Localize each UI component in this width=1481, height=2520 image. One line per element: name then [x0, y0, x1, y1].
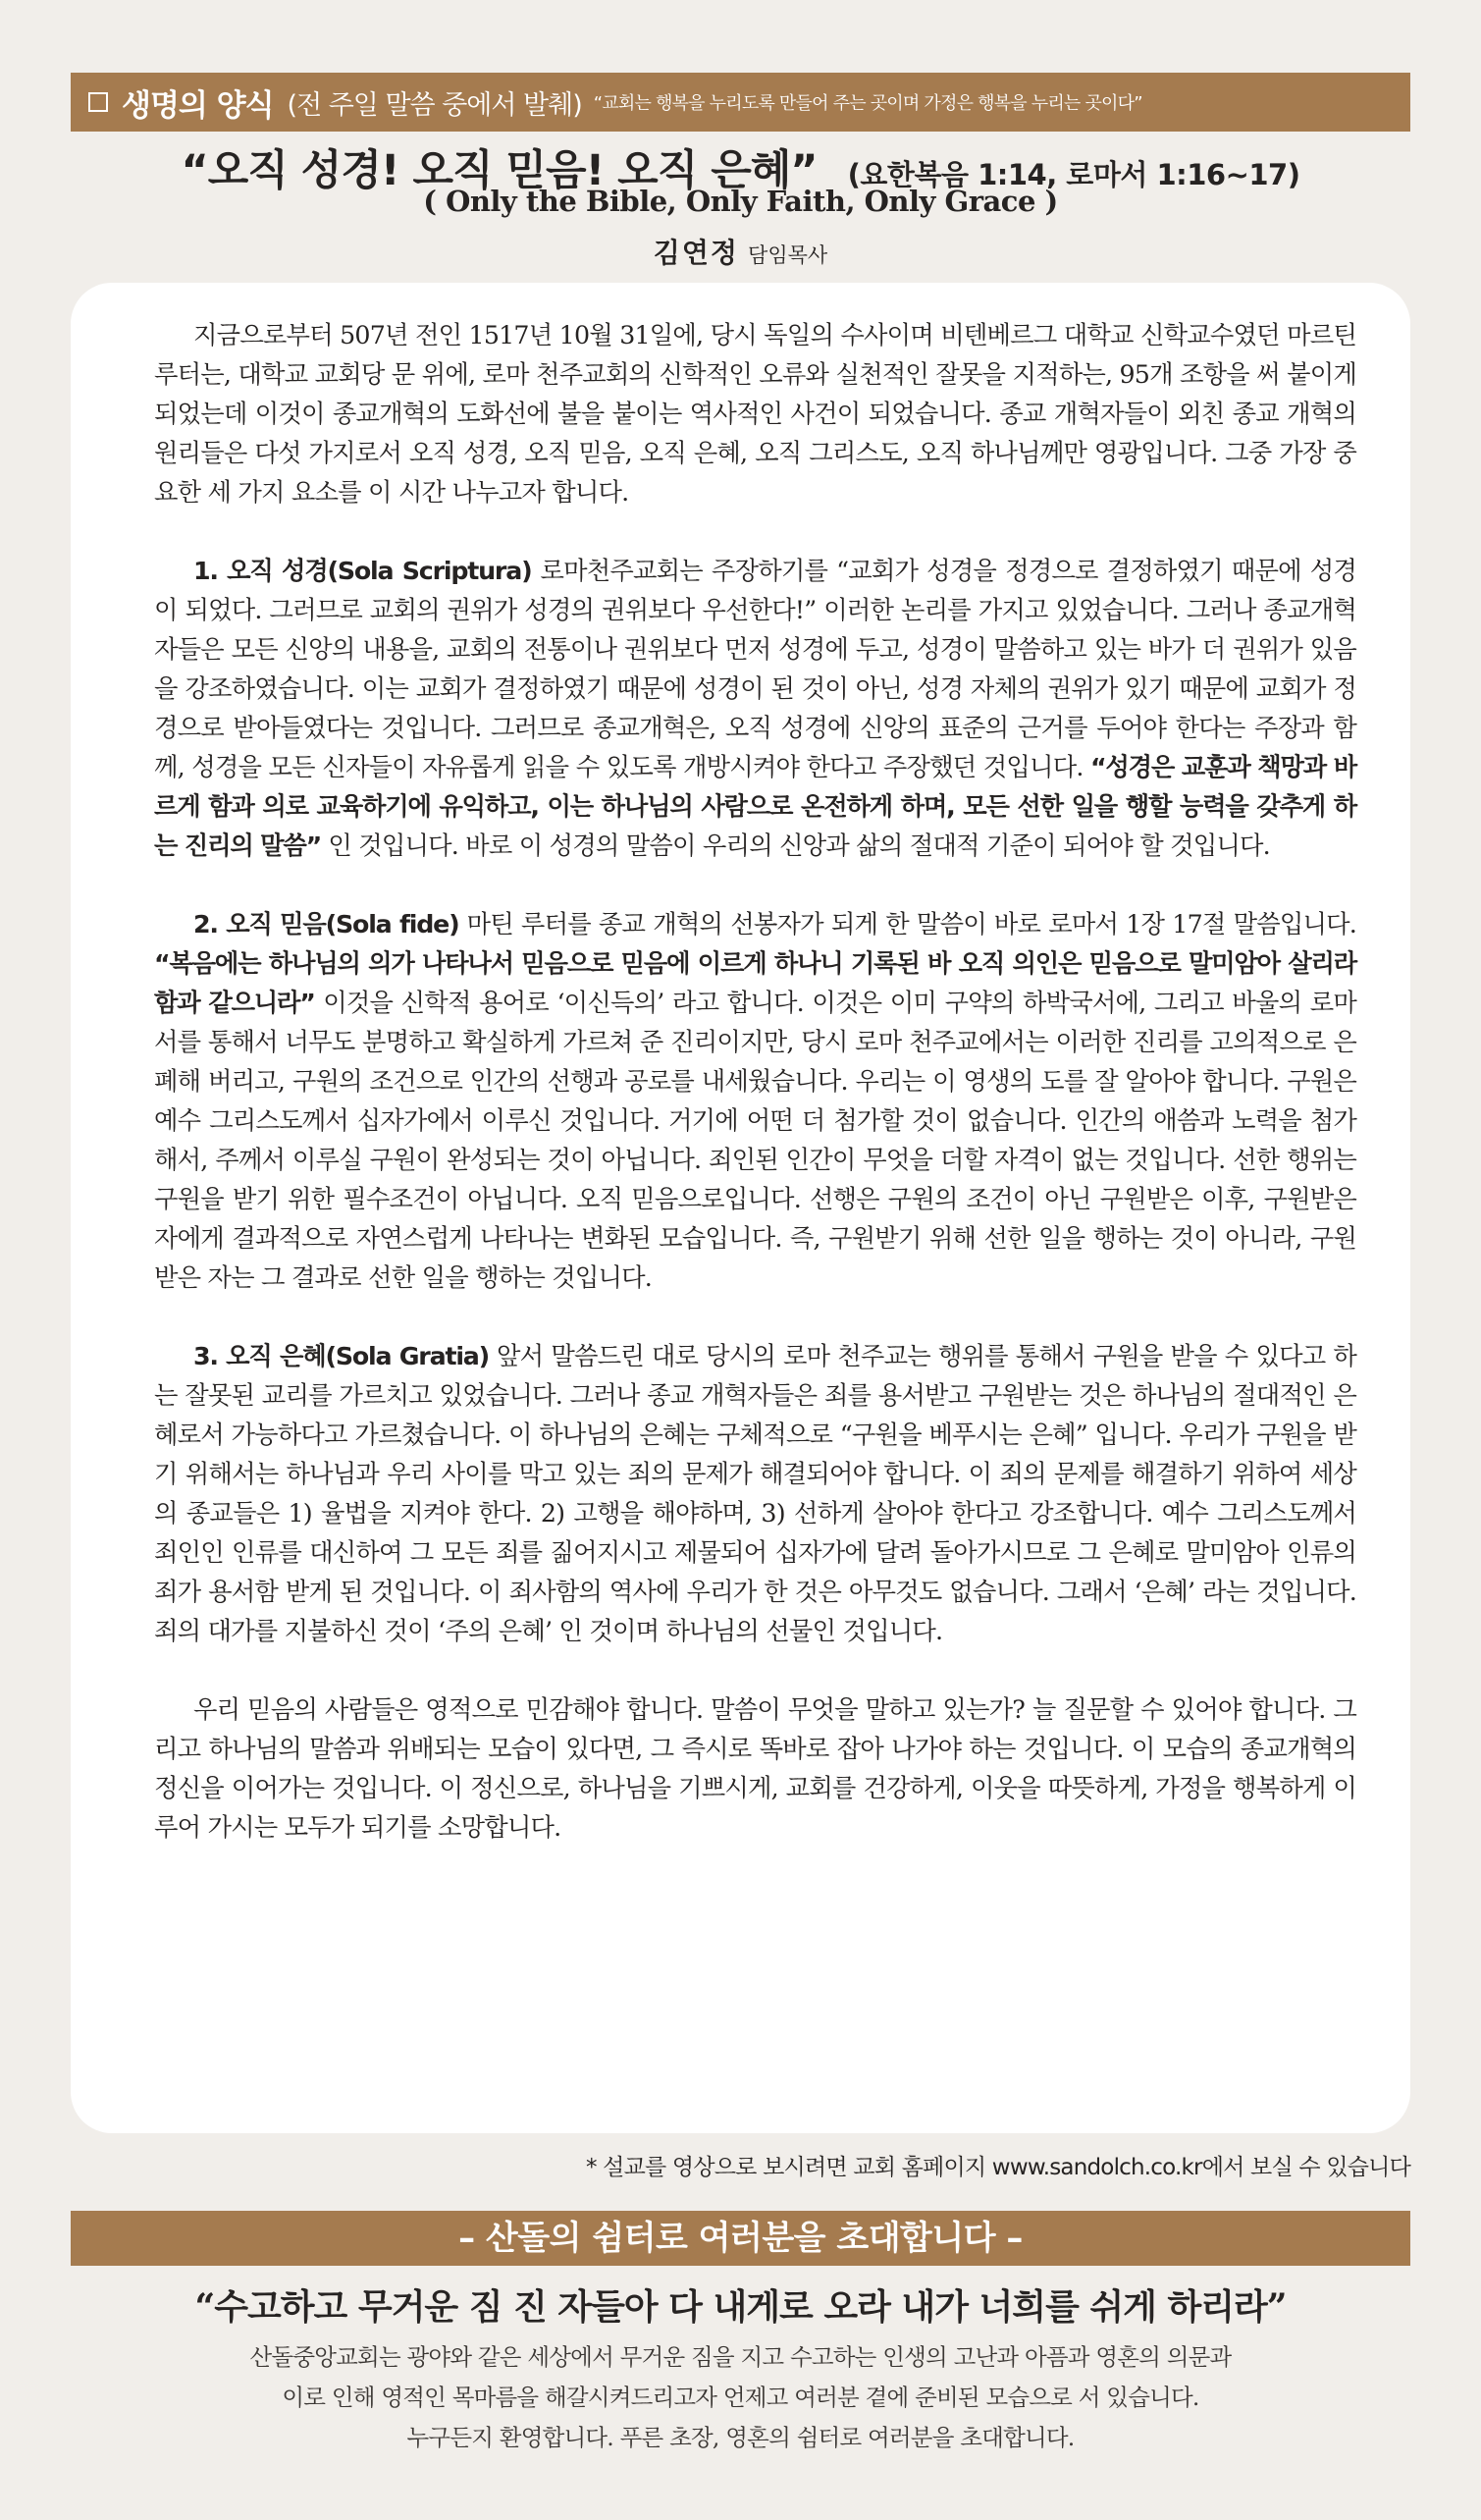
intro-paragraph: 지금으로부터 507년 전인 1517년 10월 31일에, 당시 독일의 수사이며 비텐베르그 대학교 신학교수였던 마르틴 루터는, 대학교 교회당 문 위에, 로마 천주교회의 신학적인 오류와 실천적인 잘못을 지적하는, 95개 조항을 써 붙이게 되었는데 이것이 종교개혁의 도화선에 불을 붙이는 역사적인 사건이 되었습니다. 종교 개혁자들이 외친 종교 개혁의 원리들은 다섯 가지로서 오직 성경, 오직 믿음, 오직 은혜, 오직 그리스도, 오직 하나님께만 영광입니다. 그중 가장 중요한 세 가지 요소를 이 시간 나누고자 합니다.	[154, 321, 1356, 507]
section-1-paragraph	[154, 552, 1356, 866]
header-bar	[71, 73, 1410, 132]
church-motto: “교회는 행복을 누리도록 만들어 주는 곳이며 가정은 행복을 누리는 곳이다”	[593, 93, 1142, 114]
section-2-heading: 2. 오직 믿음(Sola fide)	[193, 910, 459, 938]
checkbox-icon	[88, 92, 108, 112]
section-1-heading: 1. 오직 성경(Sola Scriptura)	[193, 557, 532, 585]
section-2-text-a: 마틴 루터를 종교 개혁의 선봉자가 되게 한 말씀이 바로 로마서 1장 17절 말씀입니다.	[466, 910, 1356, 938]
invite-verse: “수고하고 무거운 짐 진 자들아 다 내게로 오라 내가 너희를 쉬게 하리라”	[194, 2286, 1287, 2328]
section-1-text-a: 로마천주교회는 주장하기를 “교회가 성경을 정경으로 결정하였기 때문에 성경이 되었다. 그러므로 교회의 권위가 성경의 권위보다 우선한다!” 이러한 논리를 가지고 있었습니다. 그러나 종교개혁자들은 모든 신앙의 내용을, 교회의 전통이나 권위보다 먼저 성경에 두고, 성경이 말씀하고 있는 바가 더 권위가 있음을 강조하였습니다. 이는 교회가 결정하였기 때문에 성경이 된 것이 아닌, 성경 자체의 권위가 있기 때문에 교회가 정경으로 받아들였다는 것입니다. 그러므로 종교개혁은, 오직 성경에 신앙의 표준의 근거를 두어야 한다는 주장과 함께, 성경을 모든 신자들이 자유롭게 읽을 수 있도록 개방시켜야 한다고 주장했던 것입니다.	[154, 557, 1356, 781]
invite-banner: – 산돌의 쉼터로 여러분을 초대합니다 –	[71, 2211, 1410, 2266]
section-2-quote: “복음에는 하나님의 의가 나타나서 믿음으로 믿음에 이르게 하나니 기록된 바 오직 의인은 믿음으로 말미암아 살리라 함과 같으니라”	[154, 949, 1356, 1017]
section-subtitle: (전 주일 말씀 중에서 발췌)	[287, 89, 582, 121]
section-3-paragraph	[154, 1337, 1356, 1651]
section-3-text: 앞서 말씀드린 대로 당시의 로마 천주교는 행위를 통해서 구원을 받을 수 있다고 하는 잘못된 교리를 가르치고 있었습니다. 그러나 종교 개혁자들은 죄를 용서받고 구원받는 것은 하나님의 절대적인 은혜로서 가능하다고 가르쳤습니다. 이 하나님의 은혜는 구체적으로 “구원을 베푸시는 은혜” 입니다. 우리가 구원을 받기 위해서는 하나님과 우리 사이를 막고 있는 죄의 문제가 해결되어야 합니다. 이 죄의 문제를 해결하기 위하여 세상의 종교들은 1) 율법을 지켜야 한다. 2) 고행을 해야하며, 3) 선하게 살아야 한다고 강조합니다. 예수 그리스도께서 죄인인 인류를 대신하여 그 모든 죄를 짊어지시고 제물되어 십자가에 달려 돌아가시므로 그 은혜로 말미암아 인류의 죄가 용서함 받게 된 것입니다. 이 죄사함의 역사에 우리가 한 것은 아무것도 없습니다. 그래서 ‘은혜’ 라는 것입니다. 죄의 대가를 지불하신 것이 ‘주의 은혜’ 인 것이며 하나님의 선물인 것입니다.	[154, 1342, 1356, 1645]
pastor-name: 김연정	[653, 237, 739, 269]
invite-line-3: 누구든지 환영합니다. 푸른 초장, 영혼의 쉼터로 여러분을 초대합니다.	[406, 2424, 1075, 2451]
section-title: 생명의 양식	[122, 87, 274, 124]
invite-line-1: 산돌중앙교회는 광야와 같은 세상에서 무거운 짐을 지고 수고하는 인생의 고난과 아픔과 영혼의 의문과	[249, 2343, 1232, 2371]
video-footnote: * 설교를 영상으로 보시려면 교회 홈페이지 www.sandolch.co.kr에서 보실 수 있습니다	[585, 2155, 1410, 2180]
section-1-text-b: 인 것입니다. 바로 이 성경의 말씀이 우리의 신앙과 삶의 절대적 기준이 되어야 할 것입니다.	[328, 831, 1270, 860]
conclusion-paragraph: 우리 믿음의 사람들은 영적으로 민감해야 합니다. 말씀이 무엇을 말하고 있는가? 늘 질문할 수 있어야 합니다. 그리고 하나님의 말씀과 위배되는 모습이 있다면, 그 즉시로 똑바로 잡아 나가야 하는 것입니다. 이 모습의 종교개혁의 정신을 이어가는 것입니다. 이 정신으로, 하나님을 기쁘시게, 교회를 건강하게, 이웃을 따뜻하게, 가정을 행복하게 이루어 가시는 모두가 되기를 소망합니다.	[154, 1695, 1356, 1842]
pastor-line	[0, 232, 1481, 271]
section-3-heading: 3. 오직 은혜(Sola Gratia)	[193, 1342, 490, 1370]
sermon-title: “오직 성경! 오직 믿음! 오직 은혜”	[181, 146, 818, 195]
section-2-paragraph	[154, 905, 1356, 1298]
section-2-text-b: 이것을 신학적 용어로 ‘이신득의’ 라고 합니다. 이것은 이미 구약의 하박국서에, 그리고 바울의 로마서를 통해서 너무도 분명하고 확실하게 가르쳐 준 진리이지만, 당시 로마 천주교에서는 이러한 진리를 고의적으로 은폐해 버리고, 구원의 조건으로 인간의 선행과 공로를 내세웠습니다. 우리는 이 영생의 도를 잘 알아야 합니다. 구원은 예수 그리스도께서 십자가에서 이루신 것입니다. 거기에 어떤 더 첨가할 것이 없습니다. 인간의 애씀과 노력을 첨가해서, 주께서 이루실 구원이 완성되는 것이 아닙니다. 죄인된 인간이 무엇을 더할 자격이 없는 것입니다. 선한 행위는 구원을 받기 위한 필수조건이 아닙니다. 오직 믿음으로입니다. 선행은 구원의 조건이 아닌 구원받은 이후, 구원받은 자에게 결과적으로 자연스럽게 나타나는 변화된 모습입니다. 즉, 구원받기 위해 선한 일을 행하는 것이 아니라, 구원받은 자는 그 결과로 선한 일을 행하는 것입니다.	[154, 989, 1356, 1292]
invite-line-2: 이로 인해 영적인 목마름을 해갈시켜드리고자 언제고 여러분 곁에 준비된 모습으로 서 있습니다.	[282, 2384, 1199, 2411]
scripture-reference: (요한복음 1:14, 로마서 1:16∼17)	[847, 158, 1300, 191]
english-title: ( Only the Bible, Only Faith, Only Grace )	[423, 185, 1058, 218]
section-1-quote: “성경은 교훈과 책망과 바르게 함과 의로 교육하기에 유익하고, 이는 하나님의 사람으로 온전하게 하며, 모든 선한 일을 행할 능력을 갖추게 하는 진리의 말씀”	[154, 753, 1356, 860]
pastor-role: 담임목사	[748, 243, 828, 267]
invite-description	[0, 2337, 1481, 2458]
sermon-content-card	[71, 283, 1410, 2133]
